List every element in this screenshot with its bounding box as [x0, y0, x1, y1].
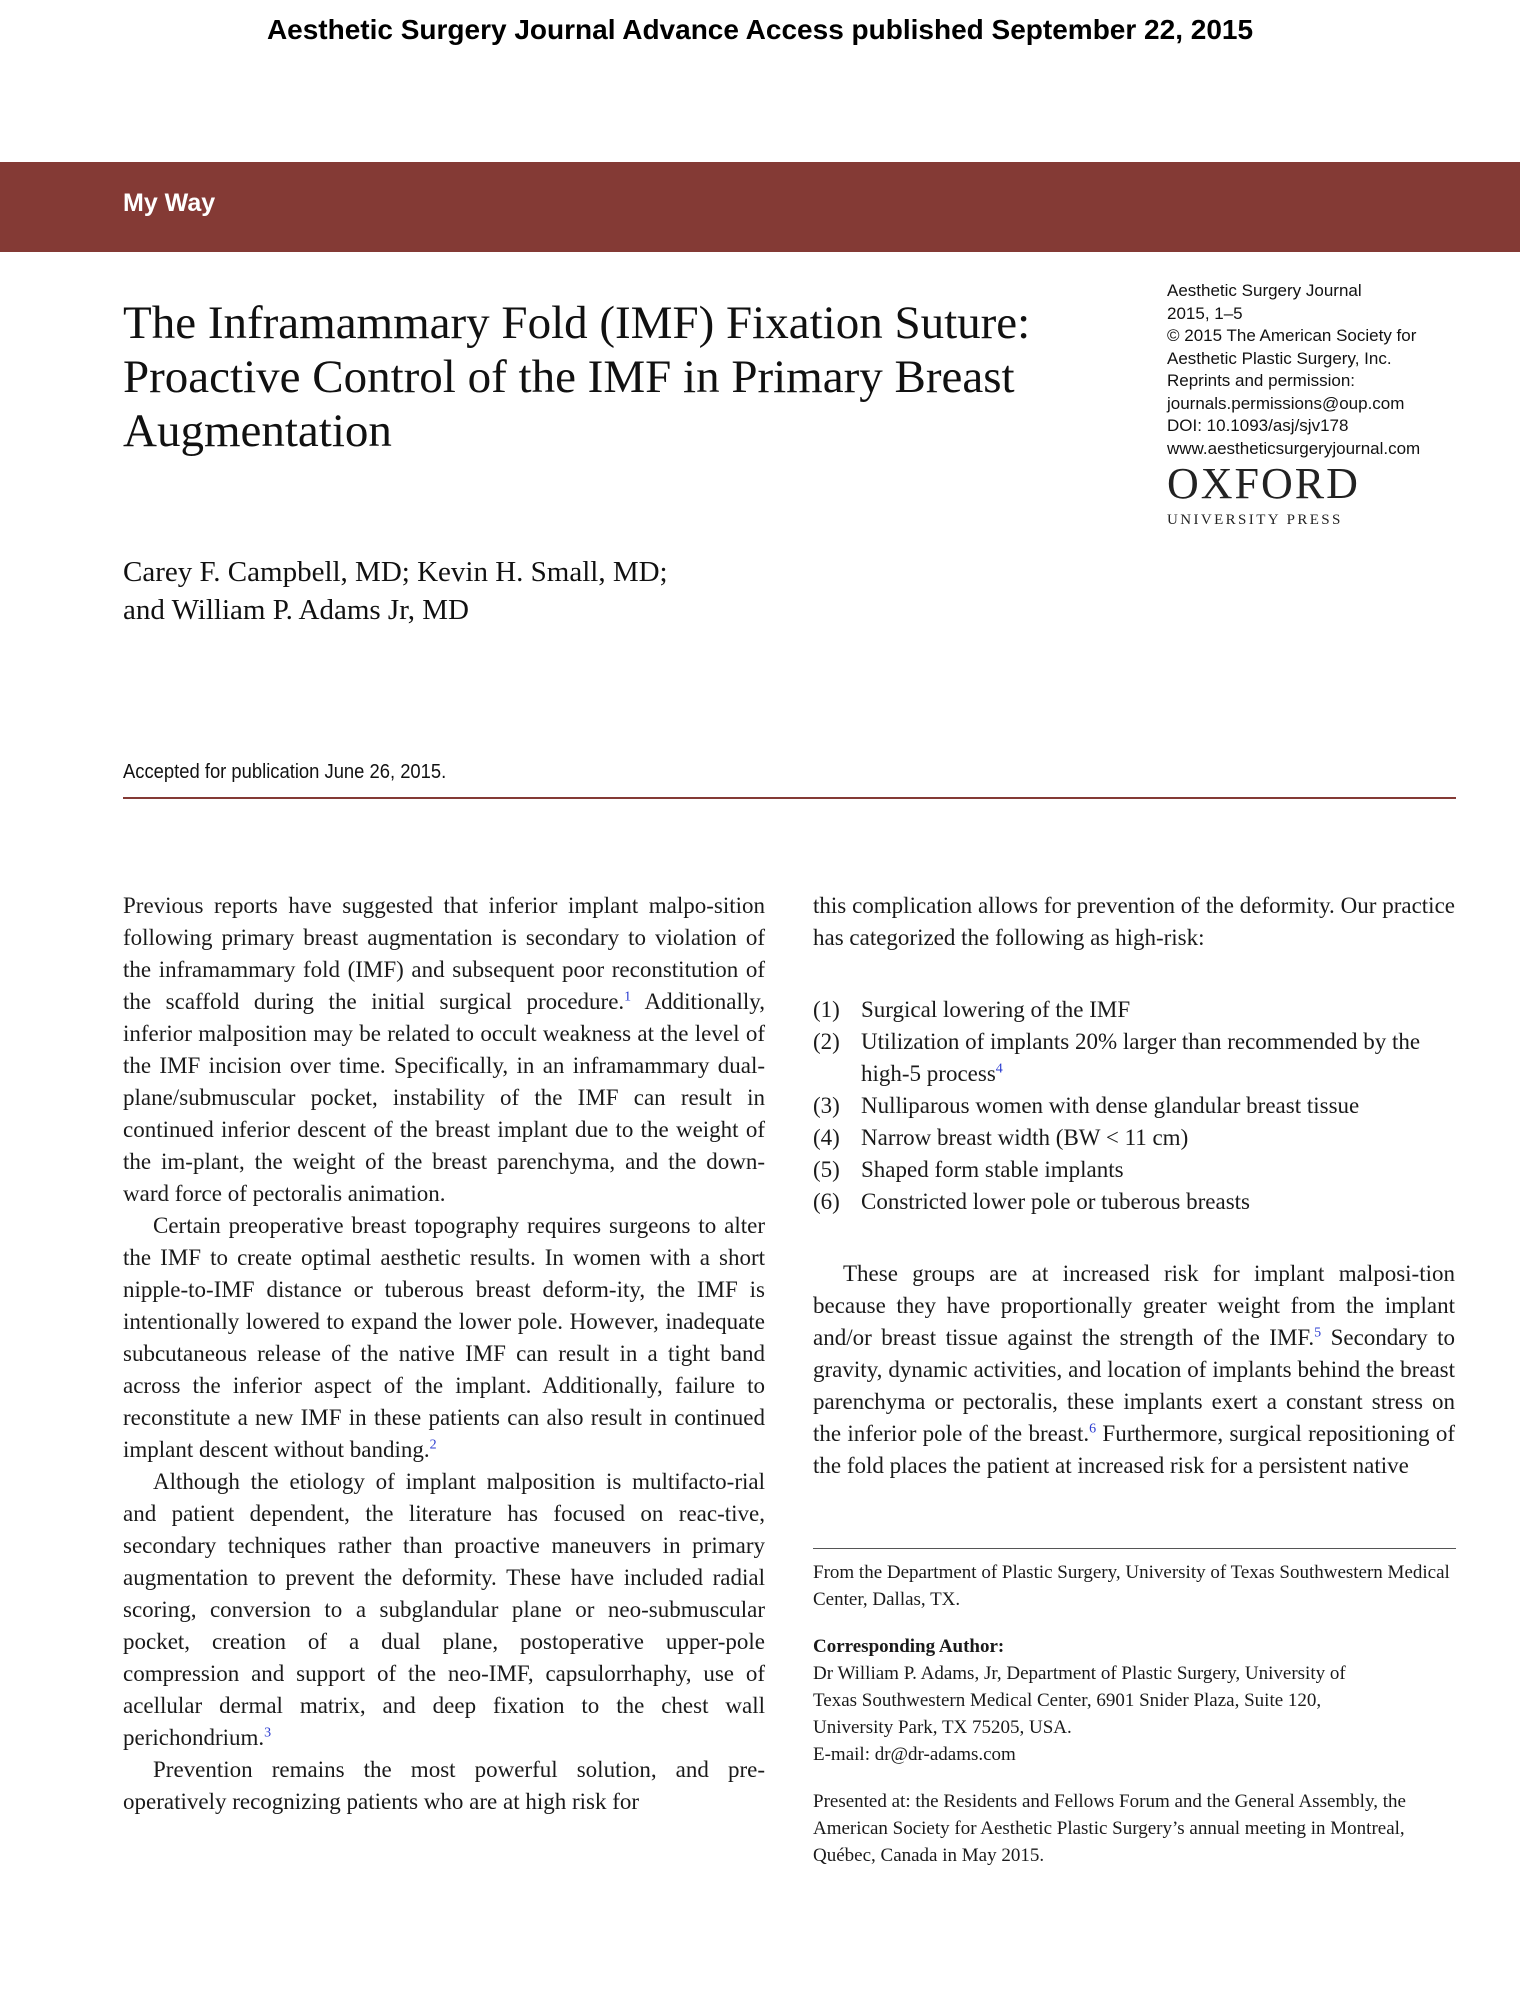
oxford-university-press-logo [1167, 459, 1387, 529]
reference-link[interactable]: 5 [1314, 1325, 1322, 1341]
paragraph: Prevention remains the most powerful solution, and pre-operatively recognizing patients who are at high risk for [123, 1757, 765, 1814]
list-number: (2) [813, 1029, 840, 1054]
list-text: Shaped form stable implants [861, 1157, 1124, 1182]
list-text: Surgical lowering of the IMF [861, 997, 1131, 1022]
body-column-right [813, 890, 1455, 1482]
paragraph [123, 890, 765, 1210]
text: These groups are at increased risk for implant malposi-tion because they have proportionally greater weight from the implant and/or breast tissue against the strength of the IMF. [813, 1261, 1455, 1350]
reference-link[interactable]: 2 [429, 1437, 437, 1453]
corresponding-line: Texas Southwestern Medical Center, 6901 Snider Plaza, Suite 120, [813, 1690, 1322, 1711]
body-column-left [123, 890, 765, 1818]
footnote-divider [813, 1548, 1456, 1549]
paragraph [813, 1258, 1455, 1482]
list-text: Narrow breast width (BW < 11 cm) [861, 1125, 1189, 1150]
corresponding-heading: Corresponding Author: [813, 1636, 1005, 1657]
list-number: (3) [813, 1093, 840, 1118]
reference-link[interactable]: 3 [264, 1725, 272, 1741]
header-divider [123, 797, 1456, 799]
paragraph [123, 1466, 765, 1754]
list-item [813, 994, 1455, 1026]
text: Additionally, inferior malposition may be related to occult weakness at the level of the IMF incision over time. Specifically, in an inframammary dual-plane/submuscular pocket, instability of the IMF can result in continued inferior descent of the breast implant due to the weight of the im-plant, the weight of the breast parenchyma, and the down-ward force of pectoralis animation. [123, 989, 765, 1206]
paragraph: this complication allows for prevention of the deformity. Our practice has categorized the following as high-risk: [813, 893, 1455, 950]
advance-access-banner: Aesthetic Surgery Journal Advance Access published September 22, 2015 [266, 14, 1254, 45]
authors-line-2: and William P. Adams Jr, MD [123, 594, 469, 626]
text: Previous reports have suggested that inferior implant malpo-sition following primary breast augmentation is secondary to violation of the inframammary fold (IMF) and subsequent poor reconstitution of the scaffold during the initial surgical procedure. [123, 893, 765, 1014]
affiliation: From the Department of Plastic Surgery, University of Texas Southwestern Medical Center, Dallas, TX. [813, 1562, 1450, 1610]
permissions-email[interactable]: journals.permissions@oup.com [1167, 393, 1405, 413]
reference-link[interactable]: 6 [1089, 1421, 1097, 1437]
presented-at: Presented at: the Residents and Fellows Forum and the General Assembly, the American Society for Aesthetic Plastic Surgery’s annual meeting in Montreal, Québec, Canada in May 2015. [813, 1791, 1406, 1866]
oxford-logo-subtitle: UNIVERSITY PRESS [1167, 512, 1343, 528]
section-band [0, 162, 1520, 252]
section-label: My Way [123, 189, 216, 217]
corresponding-email[interactable]: E-mail: dr@dr-adams.com [813, 1744, 1016, 1765]
author-notes [813, 1559, 1455, 1889]
copyright-line: © 2015 The American Society for [1167, 326, 1417, 345]
high-risk-list [813, 994, 1455, 1218]
corresponding-line: University Park, TX 75205, USA. [813, 1717, 1072, 1738]
list-item [813, 1186, 1455, 1218]
list-text: Utilization of implants 20% larger than recommended by the high-5 process [861, 1029, 1421, 1086]
text: Secondary to gravity, dynamic activities, and location of implants behind the breast parenchyma or pectoralis, these implants exert a constant stress on the inferior pole of the breast. [813, 1325, 1456, 1446]
list-number: (4) [813, 1125, 840, 1150]
article-title: The Inframammary Fold (IMF) Fixation Suture: Proactive Control of the IMF in Primary Breast Augmentation [123, 297, 1031, 457]
list-item [813, 1154, 1455, 1186]
corresponding-line: Dr William P. Adams, Jr, Department of Plastic Surgery, University of [813, 1663, 1346, 1684]
list-item [813, 1090, 1455, 1122]
authors-line-1: Carey F. Campbell, MD; Kevin H. Small, MD; [123, 556, 668, 588]
accepted-date: Accepted for publication June 26, 2015. [123, 761, 447, 783]
journal-url[interactable]: www.aestheticsurgeryjournal.com [1167, 438, 1421, 458]
paragraph [123, 1210, 765, 1466]
list-item [813, 1026, 1455, 1090]
doi[interactable]: DOI: 10.1093/asj/sjv178 [1167, 416, 1349, 435]
list-number: (5) [813, 1157, 840, 1182]
authors [123, 553, 923, 629]
reference-link[interactable]: 4 [995, 1061, 1003, 1077]
reference-link[interactable]: 1 [624, 989, 632, 1005]
text: Although the etiology of implant malposition is multifacto-rial and patient dependent, the literature has focused on reac-tive, secondary techniques rather than proactive maneuvers in primary augmentation to prevent the deformity. These have included radial scoring, conversion to a subglandular plane or neo-submuscular pocket, creation of a dual plane, postoperative upper-pole compression and support of the neo-IMF, capsulorrhaphy, use of acellular dermal matrix, and deep fixation to the chest wall perichondrium. [123, 1469, 765, 1750]
journal-name: Aesthetic Surgery Journal [1167, 281, 1362, 300]
journal-meta [1167, 280, 1487, 460]
journal-year-pages: 2015, 1–5 [1167, 303, 1243, 323]
list-number: (1) [813, 997, 840, 1022]
list-text: Nulliparous women with dense glandular breast tissue [861, 1093, 1360, 1118]
reprints-label: Reprints and permission: [1167, 371, 1356, 390]
corresponding-author [813, 1633, 1455, 1768]
text: Furthermore, surgical repositioning of the fold places the patient at increased risk for a persistent native [813, 1421, 1455, 1478]
copyright-society: Aesthetic Plastic Surgery, Inc. [1167, 348, 1392, 368]
list-text: Constricted lower pole or tuberous breasts [861, 1189, 1250, 1214]
list-number: (6) [813, 1189, 840, 1214]
list-item [813, 1122, 1455, 1154]
text: Certain preoperative breast topography requires surgeons to alter the IMF to create optimal aesthetic results. In women with a short nipple-to-IMF distance or tuberous breast deform-ity, the IMF is intentionally lowered to expand the lower pole. However, inadequate subcutaneous release of the native IMF can result in a tight band across the inferior aspect of the implant. Additionally, failure to reconstitute a new IMF in these patients can also result in continued implant descent without banding. [123, 1213, 765, 1462]
oxford-logo-word: OXFORD [1167, 459, 1360, 508]
